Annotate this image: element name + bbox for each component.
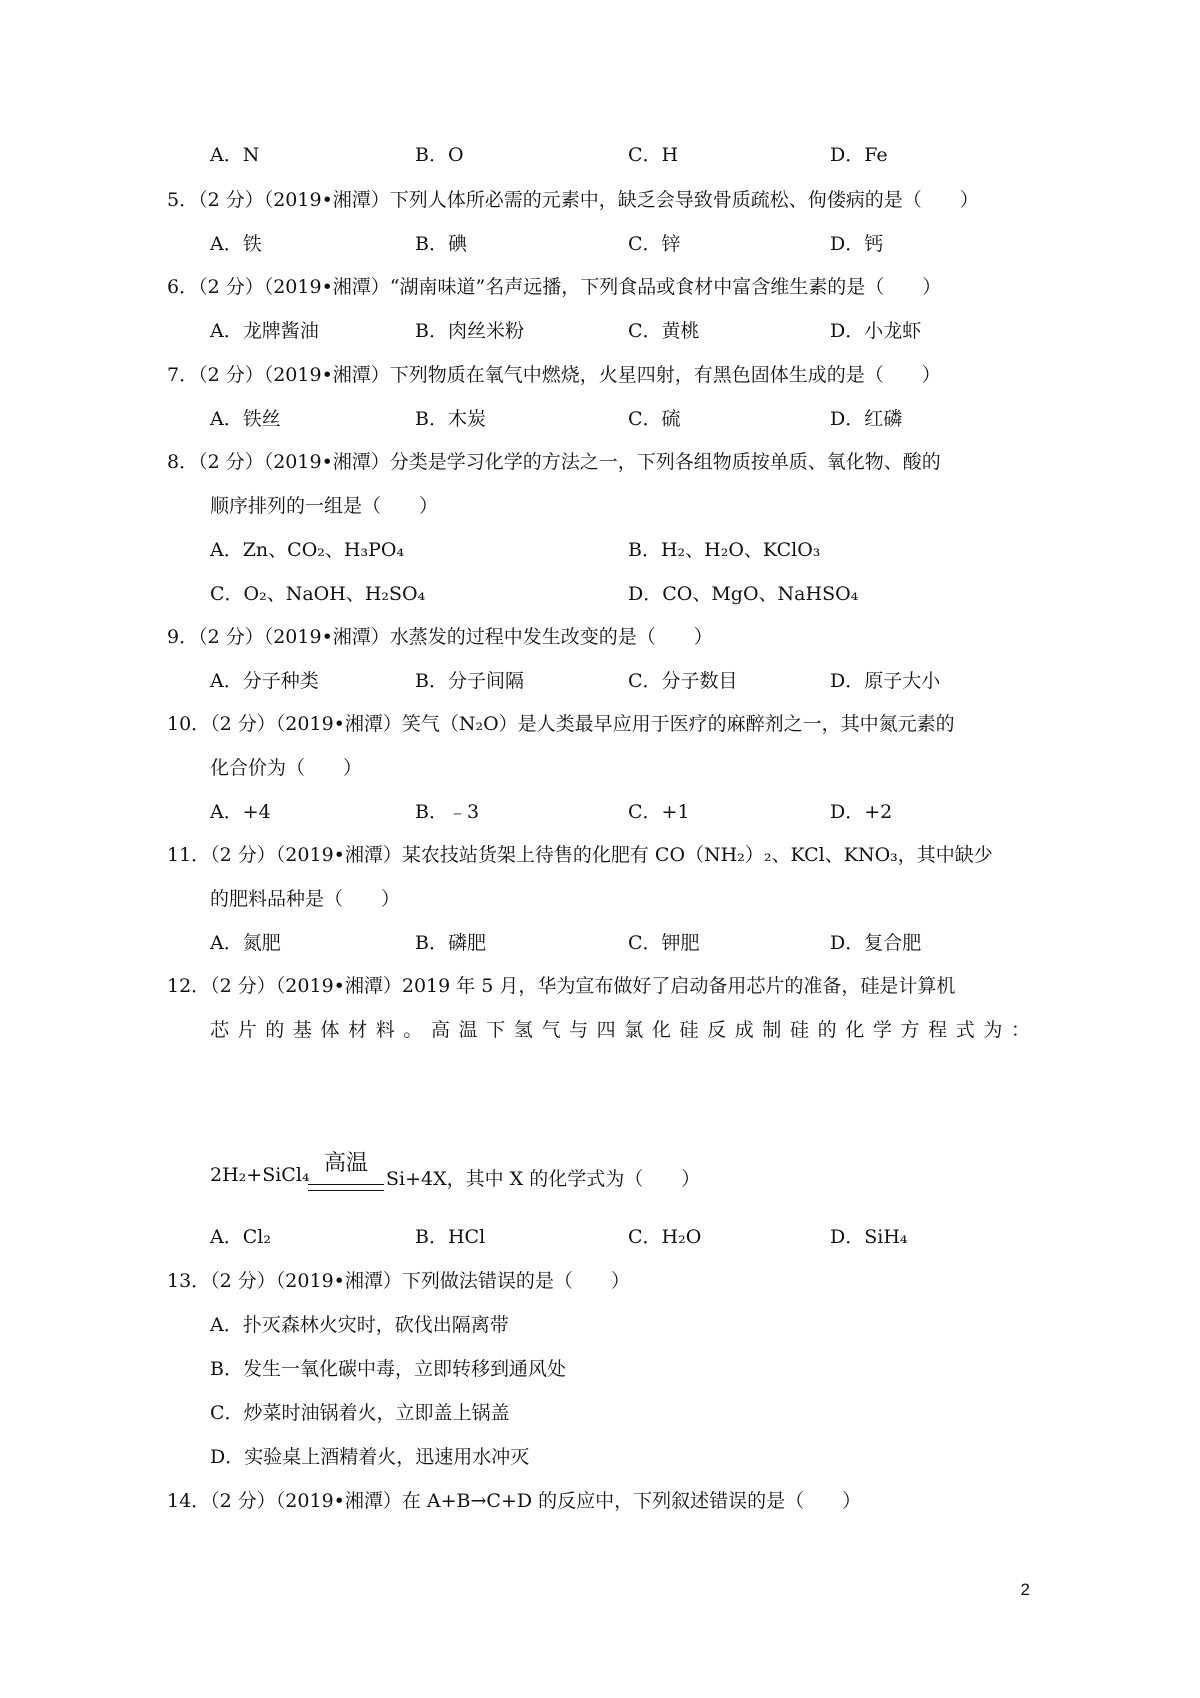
question-stem: 14．（2 分）（2019•湘潭）在 A+B→C+D 的反应中，下列叙述错误的是（ ） — [167, 1490, 862, 1512]
option-c: C．锌 — [628, 233, 681, 255]
option-d: D．原子大小 — [830, 670, 941, 692]
question-stem-line-1: 12．（2 分）（2019•湘潭）2019 年 5 月，华为宣布做好了启动备用芯片的准备，硅是计算机 — [167, 975, 956, 997]
question-stem: 7．（2 分）（2019•湘潭）下列物质在氧气中燃烧，火星四射，有黑色固体生成的是（ ） — [167, 364, 941, 386]
option-d: D．SiH₄ — [830, 1226, 908, 1248]
option-d: D．复合肥 — [830, 932, 922, 954]
question-stem-line-2: 顺序排列的一组是（ ） — [210, 495, 439, 517]
equation-reactants: 2H₂+SiCl₄ — [210, 1164, 310, 1186]
option-a: A．铁 — [210, 233, 262, 255]
option-c: C．钾肥 — [628, 932, 700, 954]
option-c: C．硫 — [628, 408, 681, 430]
option-b: B．碘 — [415, 233, 467, 255]
option-b: B．肉丝米粉 — [415, 320, 524, 342]
option-d: D．红磷 — [830, 408, 903, 430]
option-c: C．+1 — [628, 801, 690, 823]
question-stem-line-2: 的肥料品种是（ ） — [210, 888, 401, 910]
option-c: C．黄桃 — [628, 320, 700, 342]
option-a: A．分子种类 — [210, 670, 319, 692]
option-b: B．﹣3 — [415, 801, 480, 823]
option-d: D．Fe — [830, 144, 888, 166]
option-a: A．Zn、CO₂、H₃PO₄ — [210, 539, 405, 561]
option-d: D．小龙虾 — [830, 320, 922, 342]
option-d: D．CO、MgO、NaHSO₄ — [628, 583, 859, 605]
option-b: B．磷肥 — [415, 932, 486, 954]
option-c: C．分子数目 — [628, 670, 738, 692]
page-number: 2 — [1020, 1580, 1030, 1599]
question-stem-line-1: 10．（2 分）（2019•湘潭）笑气（N₂O）是人类最早应用于医疗的麻醉剂之一，其中氮元素的 — [167, 713, 955, 735]
option-a: A．Cl₂ — [210, 1226, 271, 1248]
option-b: B．分子间隔 — [415, 670, 524, 692]
option-b: B．H₂、H₂O、KClO₃ — [628, 539, 821, 561]
equation-equals-sign — [308, 1184, 384, 1191]
chemical-equation — [210, 1150, 1030, 1210]
option-d: D．+2 — [830, 801, 893, 823]
equation-condition: 高温 — [323, 1151, 368, 1176]
option-b: B．HCl — [415, 1226, 486, 1248]
question-stem-line-1: 8．（2 分）（2019•湘潭）分类是学习化学的方法之一，下列各组物质按单质、氧化物、酸的 — [167, 451, 941, 473]
option-a: A．龙牌酱油 — [210, 320, 319, 342]
option-b: B．木炭 — [415, 408, 486, 430]
option-b: B．O — [415, 144, 464, 166]
option-a: A．铁丝 — [210, 408, 281, 430]
option-a: A．氮肥 — [210, 932, 281, 954]
option-a: A．扑灭森林火灾时，砍伐出隔离带 — [210, 1314, 509, 1336]
option-d: D．钙 — [830, 233, 884, 255]
option-c: C．O₂、NaOH、H₂SO₄ — [210, 583, 426, 605]
option-d: D．实验桌上酒精着火，迅速用水冲灭 — [210, 1446, 530, 1468]
question-stem-line-2: 芯片的基体材料。高温下氢气与四氯化硅反成制硅的化学方程式为： — [210, 1019, 1030, 1041]
question-stem: 5．（2 分）（2019•湘潭）下列人体所必需的元素中，缺乏会导致骨质疏松、佝偻病的是（ ） — [167, 189, 979, 211]
option-a: A．+4 — [210, 801, 271, 823]
option-a: A．N — [210, 144, 260, 166]
question-stem-line-1: 11．（2 分）（2019•湘潭）某农技站货架上待售的化肥有 CO（NH₂）₂、KCl、KNO₃，其中缺少 — [167, 844, 993, 866]
question-stem: 9．（2 分）（2019•湘潭）水蒸发的过程中发生改变的是（ ） — [167, 626, 713, 648]
option-c: C．H₂O — [628, 1226, 702, 1248]
option-c: C．H — [628, 144, 679, 166]
question-stem: 13．（2 分）（2019•湘潭）下列做法错误的是（ ） — [167, 1270, 630, 1292]
option-b: B．发生一氧化碳中毒，立即转移到通风处 — [210, 1358, 566, 1380]
question-stem: 6．（2 分）（2019•湘潭）“湖南味道”名声远播，下列食品或食材中富含维生素的是（ ） — [167, 276, 942, 298]
question-stem-line-2: 化合价为（ ） — [210, 757, 363, 779]
equation-products: Si+4X，其中 X 的化学式为（ ） — [386, 1168, 701, 1190]
option-c: C．炒菜时油锅着火，立即盖上锅盖 — [210, 1402, 510, 1424]
